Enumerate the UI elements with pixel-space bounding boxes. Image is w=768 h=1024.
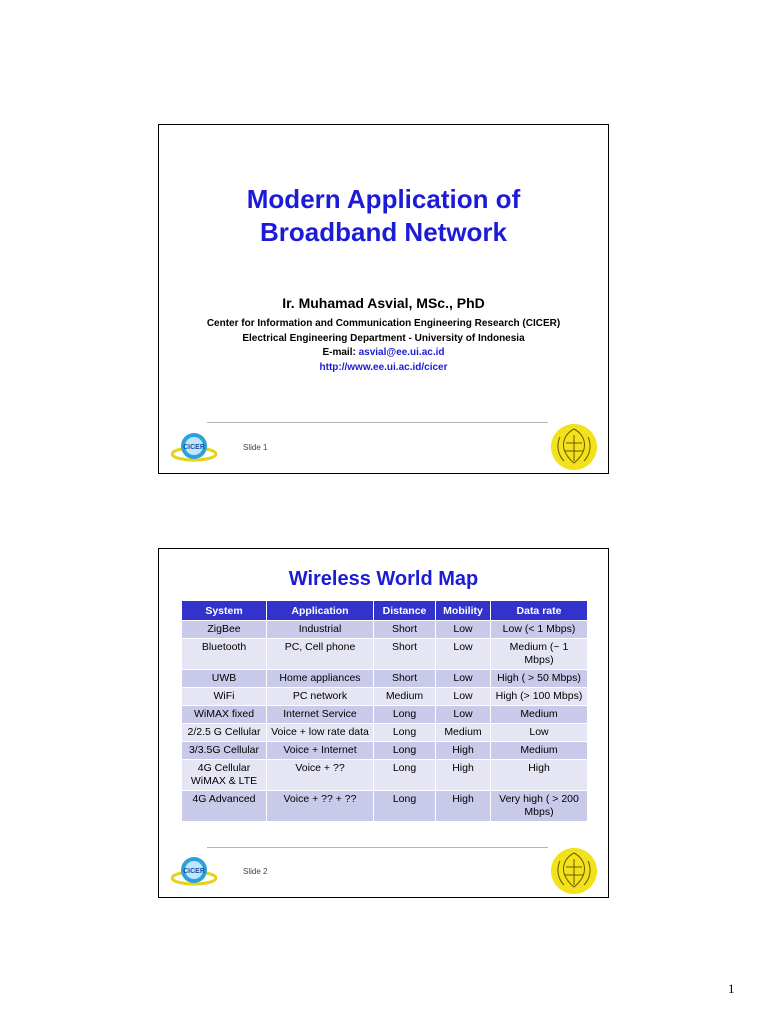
table-row [182, 670, 588, 688]
table-cell: Medium (~ 1 Mbps) [491, 639, 588, 670]
table-cell: Long [374, 791, 436, 822]
header-application: Application [267, 601, 374, 621]
table-cell: Home appliances [267, 670, 374, 688]
table-cell: UWB [182, 670, 267, 688]
table-row [182, 706, 588, 724]
logo-text: CICER [183, 444, 205, 451]
affiliation-line-2: Electrical Engineering Department - University of Indonesia [242, 333, 525, 344]
table-cell: High [436, 742, 491, 760]
table-cell: Short [374, 621, 436, 639]
cicer-logo-icon [171, 853, 217, 891]
email-link[interactable]: asvial@ee.ui.ac.id [358, 347, 445, 358]
table-cell: Short [374, 670, 436, 688]
table-cell: Long [374, 724, 436, 742]
table-cell: Medium [374, 688, 436, 706]
table-cell: Low [436, 621, 491, 639]
table-row [182, 760, 588, 791]
table-row [182, 688, 588, 706]
table-cell: Voice + ?? + ?? [267, 791, 374, 822]
table-row [182, 791, 588, 822]
table-cell: PC network [267, 688, 374, 706]
table-cell: Voice + Internet [267, 742, 374, 760]
wireless-table [181, 600, 588, 822]
table-cell: PC, Cell phone [267, 639, 374, 670]
table-cell: WiMAX fixed [182, 706, 267, 724]
header-distance: Distance [374, 601, 436, 621]
cicer-logo-icon [171, 429, 217, 467]
logo-text: CICER [183, 868, 205, 875]
table-cell: Very high ( > 200 Mbps) [491, 791, 588, 822]
header-mobility: Mobility [436, 601, 491, 621]
table-cell: Industrial [267, 621, 374, 639]
table-cell: Low (< 1 Mbps) [491, 621, 588, 639]
table-cell: 4G Cellular WiMAX & LTE [182, 760, 267, 791]
header-system: System [182, 601, 267, 621]
table-cell: Medium [436, 724, 491, 742]
email-label: E-mail: [322, 347, 359, 358]
table-cell: Bluetooth [182, 639, 267, 670]
author-name: Ir. Muhamad Asvial, MSc., PhD [282, 295, 485, 311]
table-row [182, 724, 588, 742]
table-cell: Low [436, 670, 491, 688]
slide-number-label: Slide 2 [243, 867, 268, 876]
website-link[interactable]: http://www.ee.ui.ac.id/cicer [319, 362, 448, 373]
title-line-1: Modern Application of [246, 184, 521, 214]
affiliation-line-1: Center for Information and Communication Engineering Research (CICER) [206, 318, 561, 329]
table-cell: 2/2.5 G Cellular [182, 724, 267, 742]
table-cell: 4G Advanced [182, 791, 267, 822]
table-cell: Medium [491, 742, 588, 760]
table-cell: Voice + low rate data [267, 724, 374, 742]
table-cell: WiFi [182, 688, 267, 706]
table-cell: Voice + ?? [267, 760, 374, 791]
slide-2-title: Wireless World Map [288, 568, 479, 590]
table-cell: High (> 100 Mbps) [491, 688, 588, 706]
table-row [182, 639, 588, 670]
table-cell: Long [374, 706, 436, 724]
footer-divider [207, 847, 548, 848]
table-cell: Low [436, 639, 491, 670]
table-cell: Low [491, 724, 588, 742]
table-row [182, 742, 588, 760]
header-data-rate: Data rate [491, 601, 588, 621]
page-number: 1 [728, 981, 735, 996]
table-row [182, 621, 588, 639]
table-cell: Low [436, 706, 491, 724]
table-cell: ZigBee [182, 621, 267, 639]
table-cell: High ( > 50 Mbps) [491, 670, 588, 688]
university-seal-icon [550, 423, 598, 471]
email-line [159, 347, 608, 358]
slide-2 [158, 548, 609, 898]
table-cell: Short [374, 639, 436, 670]
footer-divider [207, 422, 548, 423]
table-cell: High [491, 760, 588, 791]
table-cell: 3/3.5G Cellular [182, 742, 267, 760]
table-cell: Low [436, 688, 491, 706]
table-cell: High [436, 760, 491, 791]
university-seal-icon [550, 847, 598, 895]
slide-number-label: Slide 1 [243, 443, 268, 452]
slide-1 [158, 124, 609, 474]
table-header-row [182, 601, 588, 621]
table-cell: High [436, 791, 491, 822]
table-cell: Internet Service [267, 706, 374, 724]
slide-1-title [159, 183, 608, 249]
table-cell: Long [374, 760, 436, 791]
table-cell: Long [374, 742, 436, 760]
table-cell: Medium [491, 706, 588, 724]
title-line-2: Broadband Network [259, 217, 508, 247]
